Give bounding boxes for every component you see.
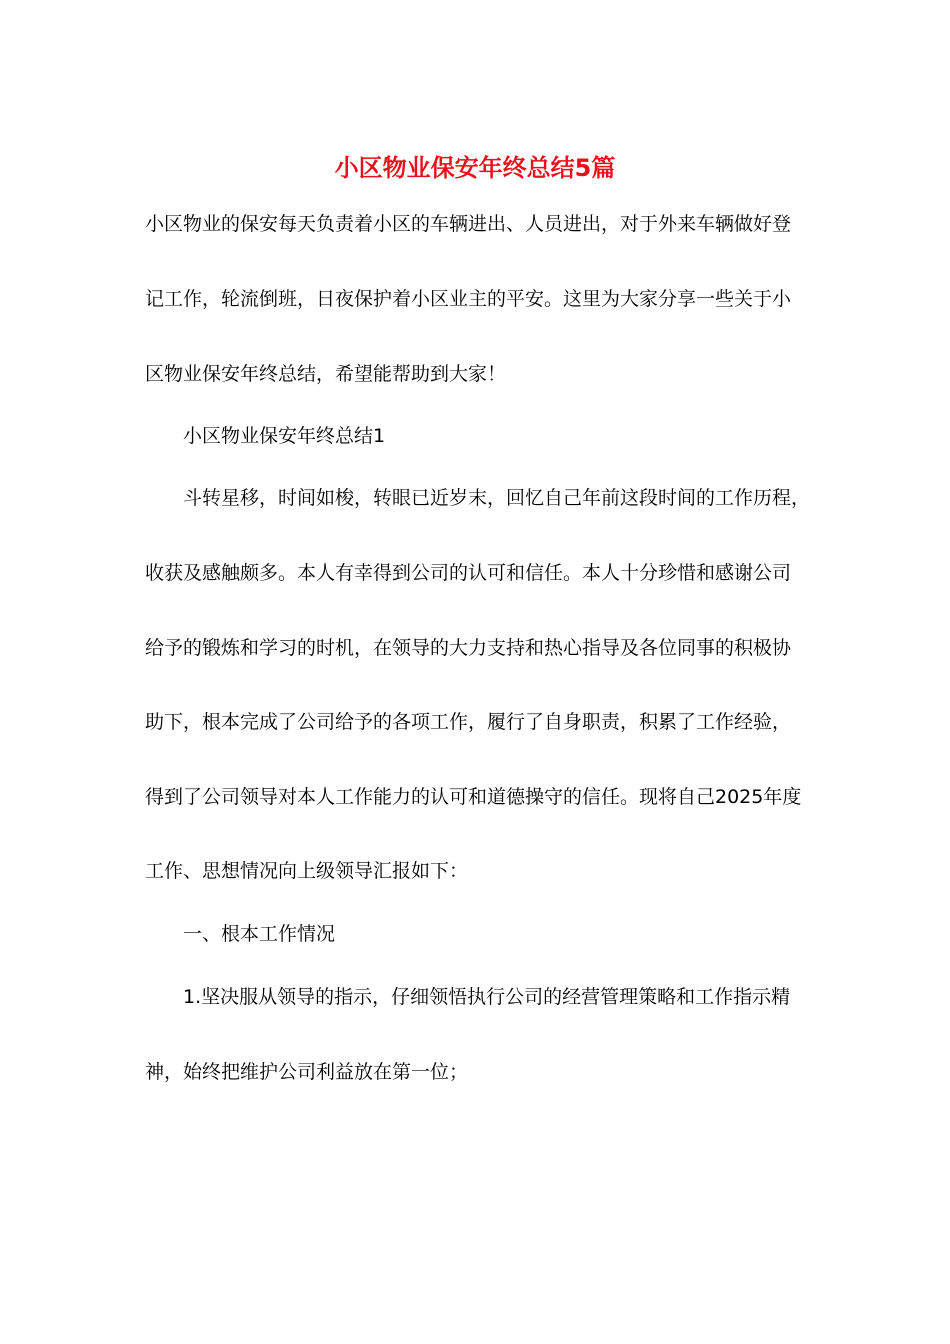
paragraph-line: 给予的锻炼和学习的时机，在领导的大力支持和热心指导及各位同事的积极协 — [145, 637, 792, 659]
paragraph-line: 记工作，轮流倒班，日夜保护着小区业主的平安。这里为大家分享一些关于小 — [145, 288, 792, 310]
paragraph-line: 工作、思想情况向上级领导汇报如下： — [145, 860, 469, 882]
section-heading: 小区物业保安年终总结1 — [183, 425, 386, 447]
paragraph-line: 神，始终把维护公司利益放在第一位； — [145, 1061, 469, 1083]
document-title: 小区物业保安年终总结5篇 — [334, 154, 616, 182]
paragraph-line: 得到了公司领导对本人工作能力的认可和道德操守的信任。现将自己2025年度 — [145, 786, 802, 808]
subsection-heading: 一、根本工作情况 — [183, 923, 336, 945]
paragraph-line: 1.坚决服从领导的指示，仔细领悟执行公司的经营管理策略和工作指示精 — [183, 986, 791, 1008]
paragraph-line: 收获及感触颇多。本人有幸得到公司的认可和信任。本人十分珍惜和感谢公司 — [145, 562, 792, 584]
paragraph-line: 区物业保安年终总结，希望能帮助到大家！ — [145, 363, 507, 385]
paragraph-line: 斗转星移，时间如梭，转眼已近岁末，回忆自己年前这段时间的工作历程， — [183, 487, 811, 509]
paragraph-line: 助下，根本完成了公司给予的各项工作，履行了自身职责，积累了工作经验， — [145, 711, 792, 733]
paragraph-line: 小区物业的保安每天负责着小区的车辆进出、人员进出，对于外来车辆做好登 — [145, 213, 792, 235]
